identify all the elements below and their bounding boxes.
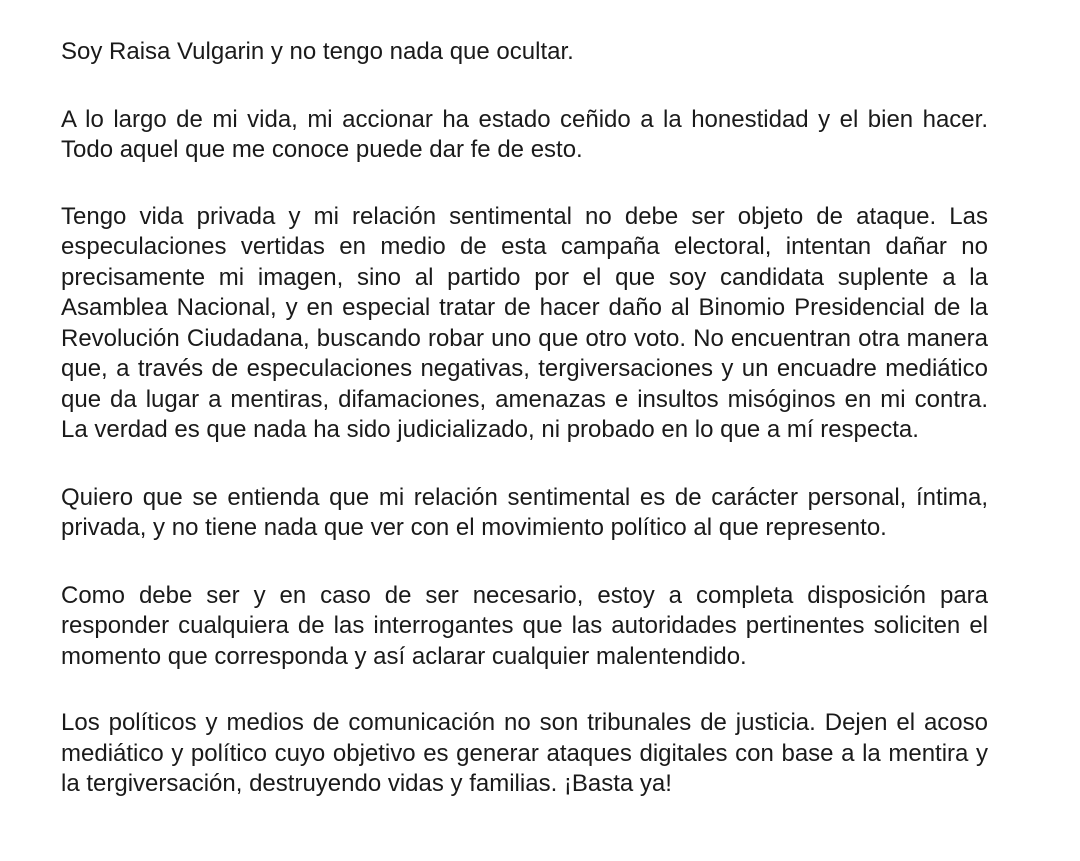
paragraph-intro: Soy Raisa Vulgarin y no tengo nada que ocultar. <box>61 38 574 65</box>
paragraph-personal-relationship: Quiero que se entienda que mi relación sentimental es de carácter personal, íntima, privada, y no tiene nada que ver con el movimiento político al que represento. <box>61 483 988 541</box>
paragraph-private-life: Tengo vida privada y mi relación sentimental no debe ser objeto de ataque. Las especulaciones vertidas en medio de esta campaña electoral, intentan dañar no precisamente mi imagen, sino al partido por el que soy candidata suplente a la Asamblea Nacional, y en especial tratar de hacer daño al Binomio Presidencial de la Revolución Ciudadana, buscando robar uno que otro voto. No encuentran otra manera que, a través de especulaciones negativas, tergiversaciones y un encuadre mediático que da lugar a mentiras, difamaciones, amenazas e insultos misóginos en mi contra. La verdad es que nada ha sido judicializado, ni probado en lo que a mí respecta. <box>61 202 988 443</box>
paragraph-availability: Como debe ser y en caso de ser necesario, estoy a completa disposición para responder cualquiera de las interrogantes que las autoridades pertinentes soliciten el momento que corresponda y así aclarar cualquier malentendido. <box>61 581 988 670</box>
paragraph-honesty: A lo largo de mi vida, mi accionar ha estado ceñido a la honestidad y el bien hacer. Todo aquel que me conoce puede dar fe de esto. <box>61 105 988 163</box>
paragraph-closing: Los políticos y medios de comunicación no son tribunales de justicia. Dejen el acoso mediático y político cuyo objetivo es generar ataques digitales con base a la mentira y la tergiversación, destruyendo vidas y familias. ¡Basta ya! <box>61 709 988 797</box>
